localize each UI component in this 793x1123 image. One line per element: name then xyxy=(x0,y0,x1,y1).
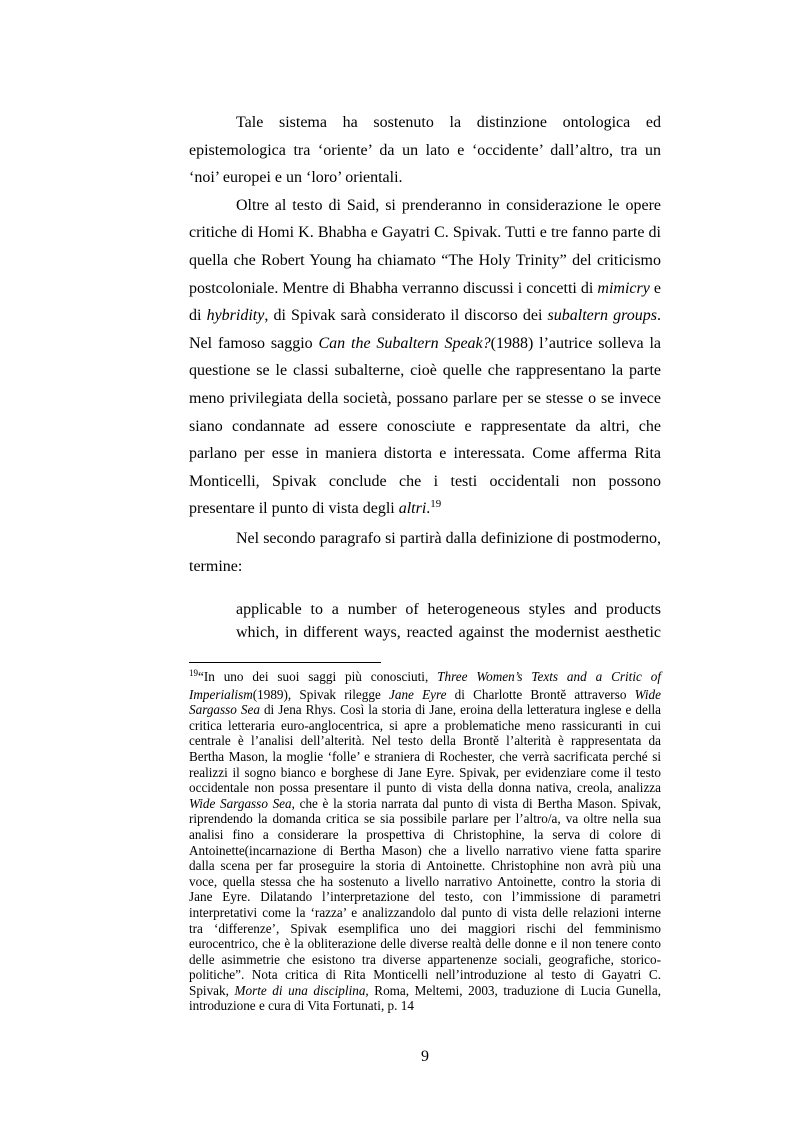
work-title: Jane Eyre xyxy=(389,686,447,702)
footnote-reference: 19 xyxy=(430,498,442,511)
work-title: Can the Subaltern Speak? xyxy=(318,334,491,352)
body-line: parlano per esse in maniera distorta e interessata. Come afferma Rita xyxy=(189,445,661,463)
body-line: siano condannate ad essere conosciute e rappresentate da altri, che xyxy=(189,417,661,435)
footnote-line: interpretativi come la ‘razza’ e analizzandolo dal punto di vista delle relazioni interne xyxy=(189,904,661,920)
quote-line: which, in different ways, reacted against the modernist aesthetic xyxy=(236,624,661,641)
text-run: “In uno dei suoi saggi più conosciuti, xyxy=(197,669,438,684)
footnote-line: occidentale non possa presentare il punto di vista della donna nativa, creola, analizza xyxy=(189,780,661,796)
text-run: Spivak, xyxy=(189,982,235,998)
body-line xyxy=(189,302,661,330)
footnote-line: Antoinette(incarnazione di Bertha Mason) che a livello narrativo viene fatta sparire xyxy=(189,842,661,858)
text-run: presentare il punto di vista degli xyxy=(189,500,399,518)
work-title: Wide xyxy=(634,686,661,702)
footnote-line: Bertha Mason, la moglie ‘folle’ e straniera di Rochester, che verrà sacrificata perché si xyxy=(189,748,661,764)
text-run: , di Spivak sarà considerato il discorso dei xyxy=(264,307,548,325)
text-run: di Jena Rhys. Così la storia di Jane, eroina della letteratura inglese e della xyxy=(259,702,662,718)
body-line: Nel secondo paragrafo si partirà dalla definizione di postmoderno, xyxy=(236,529,661,547)
paragraph-2 xyxy=(189,192,661,525)
text-run: , Roma, Meltemi, 2003, traduzione di Lucia Gunella, xyxy=(365,982,661,998)
body-line xyxy=(189,330,661,358)
paragraph-1 xyxy=(189,109,661,192)
work-title: Three Women’s Texts and a Critic of xyxy=(437,669,662,684)
body-line xyxy=(189,275,661,303)
text-run: (1989), Spivak rilegge xyxy=(252,686,389,702)
footnote-separator xyxy=(189,662,381,663)
footnote-line: Jane Eyre. Dilatando l’interpretazione del testo, con l’immissione di parametri xyxy=(189,889,661,905)
text-run: postcoloniale. Mentre di Bhabha verranno discussi i concetti di xyxy=(189,279,598,297)
quote-line: applicable to a number of heterogeneous styles and products xyxy=(236,601,661,618)
footnote-line: eurocentrico, che è la obliterazione delle diverse realtà delle donne e il non tenere conto xyxy=(189,936,661,952)
footnote-line xyxy=(189,702,661,718)
text-run: . xyxy=(426,500,431,518)
body-line: meno privilegiata della società, possano parlare per se stesse o se invece xyxy=(189,389,661,407)
body-line: critiche di Homi K. Bhabha e Gayatri C. Spivak. Tutti e tre fanno parte di xyxy=(189,224,661,242)
footnote-line xyxy=(189,983,661,999)
text-run: , che è la storia narrata dal punto di vista di Bertha Mason. Spivak, xyxy=(291,795,661,811)
footnote-line: analisi fino a considerare la prospettiva di Christophine, la serva di colore di xyxy=(189,826,661,842)
body-line: Monticelli, Spivak conclude che i testi occidentali non possono xyxy=(189,472,661,490)
footnote-line: critica letteraria euro-anglocentrica, si apre a problematiche meno rassicuranti in cui xyxy=(189,717,661,733)
footnote-line xyxy=(189,669,661,687)
footnote-line: introduzione e cura di Vita Fortunati, p. 14 xyxy=(189,998,414,1014)
text-run: e xyxy=(649,279,661,297)
text-run: di Charlotte Brontĕ attraverso xyxy=(446,686,635,702)
body-line: quella che Robert Young ha chiamato “The Holy Trinity” del criticismo xyxy=(189,251,661,269)
emphasis-term: hybridity xyxy=(206,307,265,325)
body-line xyxy=(189,495,661,525)
paragraph-3 xyxy=(189,525,661,580)
text-run: . xyxy=(656,307,661,325)
page-number: 9 xyxy=(421,1048,429,1065)
emphasis-term: subaltern groups xyxy=(547,307,657,325)
work-title: Sargasso Sea xyxy=(189,702,260,718)
work-title: Morte di una disciplina xyxy=(234,982,366,998)
footnote-line: dalla scena per far proseguire la storia di Antoinette. Christophine non avrà più una xyxy=(189,858,661,874)
emphasis-term: mimicry xyxy=(597,279,650,297)
body-line: epistemologica tra ‘oriente’ da un lato e ‘occidente’ dall’altro, tra un xyxy=(189,141,661,159)
work-title: Imperialism xyxy=(189,686,253,702)
work-title: Wide Sargasso Sea xyxy=(189,795,292,811)
text-run: di xyxy=(189,307,207,325)
body-line: Tale sistema ha sostenuto la distinzione ontologica ed xyxy=(236,114,661,131)
text-run: Nel famoso saggio xyxy=(189,334,319,352)
footnote-line: realizzi il sogno bianco e borghese di Jane Eyre. Spivak, per evidenziare come il testo xyxy=(189,764,661,780)
body-line: termine: xyxy=(189,557,243,575)
emphasis-term: altri xyxy=(398,500,427,518)
footnote-line xyxy=(189,687,661,703)
footnote xyxy=(189,669,661,1014)
footnote-line: tra ‘differenze’, Spivak esemplifica uno dei maggiori rischi del femminismo xyxy=(189,920,661,936)
text-run: (1988) l’autrice solleva la xyxy=(490,334,661,352)
footnote-line: politiche”. Nota critica di Rita Monticelli nell’introduzione al testo di Gayatri C. xyxy=(189,967,661,983)
body-line: questione se le classi subalterne, cioè quelle che rappresentano la parte xyxy=(189,362,661,380)
footnote-line xyxy=(189,796,661,812)
footnote-line: delle asimmetrie che esistono tra diverse appartenenze sociali, geografiche, storico- xyxy=(189,951,661,967)
footnote-line: riprendendo la domanda critica se sia possibile parlare per l’altro/a, va oltre nella sua xyxy=(189,811,661,827)
body-text xyxy=(189,109,661,580)
block-quote xyxy=(236,598,661,644)
footnote-number: 19 xyxy=(189,668,198,679)
body-line: Oltre al testo di Said, si prenderanno in considerazione le opere xyxy=(236,196,661,214)
body-line: ‘noi’ europei e un ‘loro’ orientali. xyxy=(189,169,403,187)
footnote-line: centrale è l’analisi dell’alterità. Nel testo della Brontĕ l’alterità è rappresentata da xyxy=(189,733,661,749)
footnote-line: voce, quella stessa che ha sostenuto a livello narrativo Antoinette, contro la storia di xyxy=(189,873,661,889)
